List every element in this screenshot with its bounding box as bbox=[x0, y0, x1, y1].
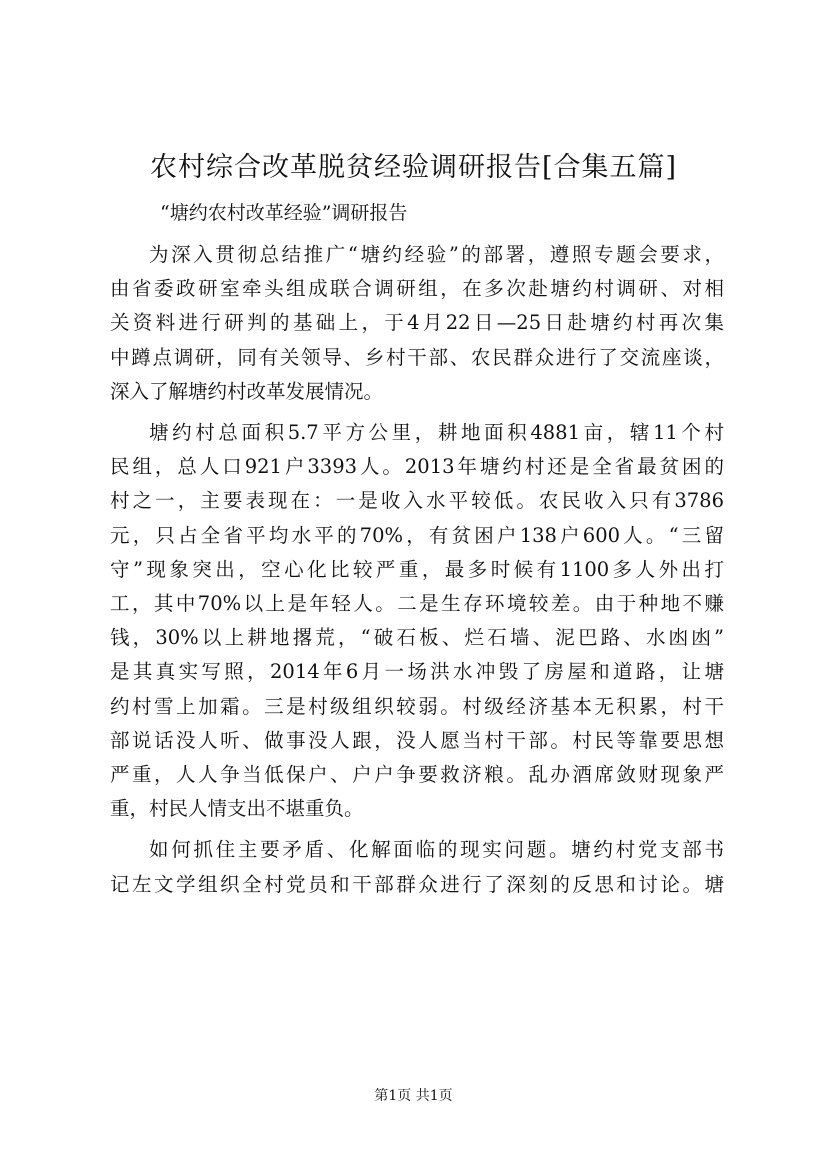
document-subtitle: “塘约农村改革经验”调研报告 bbox=[160, 202, 408, 224]
paragraph-1 bbox=[110, 238, 724, 409]
text-line: 是其真实写照，2014年6月一场洪水冲毁了房屋和道路，让塘 bbox=[110, 660, 724, 684]
text-line: 元，只占全省平均水平的70%，有贫困户138户600人。“三留 bbox=[110, 523, 724, 547]
text-line: 由省委政研室牵头组成联合调研组，在多次赴塘约村调研、对相 bbox=[110, 277, 724, 301]
text-line: 约村雪上加霜。三是村级组织较弱。村级经济基本无积累，村干 bbox=[110, 694, 724, 718]
text-line: 部说话没人听、做事没人跟，没人愿当村干部。村民等靠要思想 bbox=[110, 728, 724, 752]
text-line: 村之一，主要表现在：一是收入水平较低。农民收入只有3786 bbox=[110, 489, 724, 513]
document-body bbox=[110, 238, 724, 909]
text-line: 守”现象突出，空心化比较严重，最多时候有1100多人外出打 bbox=[110, 557, 724, 581]
text-line: 工，其中70%以上是年轻人。二是生存环境较差。由于种地不赚 bbox=[110, 592, 724, 616]
text-line: 如何抓住主要矛盾、化解面临的现实问题。塘约村党支部书 bbox=[149, 838, 724, 862]
text-line: 深入了解塘约村改革发展情况。 bbox=[110, 379, 384, 403]
document-title: 农村综合改革脱贫经验调研报告[合集五篇] bbox=[149, 152, 678, 183]
paragraph-3 bbox=[110, 833, 724, 901]
text-line: 塘约村总面积5.7平方公里，耕地面积4881亩，辖11个村 bbox=[149, 421, 724, 445]
text-line: 关资料进行研判的基础上，于4月22日—25日赴塘约村再次集 bbox=[110, 311, 724, 335]
text-line: 重，村民人情支出不堪重负。 bbox=[110, 797, 364, 821]
paragraph-2 bbox=[110, 416, 724, 826]
text-line: 严重，人人争当低保户、户户争要救济粮。乱办酒席敛财现象严 bbox=[110, 763, 724, 787]
page-number: 第1页 共1页 bbox=[374, 1088, 453, 1104]
text-line: 记左文学组织全村党员和干部群众进行了深刻的反思和讨论。塘 bbox=[110, 872, 724, 896]
text-line: 钱，30%以上耕地撂荒，“破石板、烂石墙、泥巴路、水凼凼” bbox=[110, 626, 724, 650]
text-line: 为深入贯彻总结推广“塘约经验”的部署，遵照专题会要求， bbox=[149, 243, 724, 266]
text-line: 中蹲点调研，同有关领导、乡村干部、农民群众进行了交流座谈， bbox=[110, 345, 724, 369]
text-line: 民组，总人口921户3393人。2013年塘约村还是全省最贫困的 bbox=[110, 455, 724, 479]
